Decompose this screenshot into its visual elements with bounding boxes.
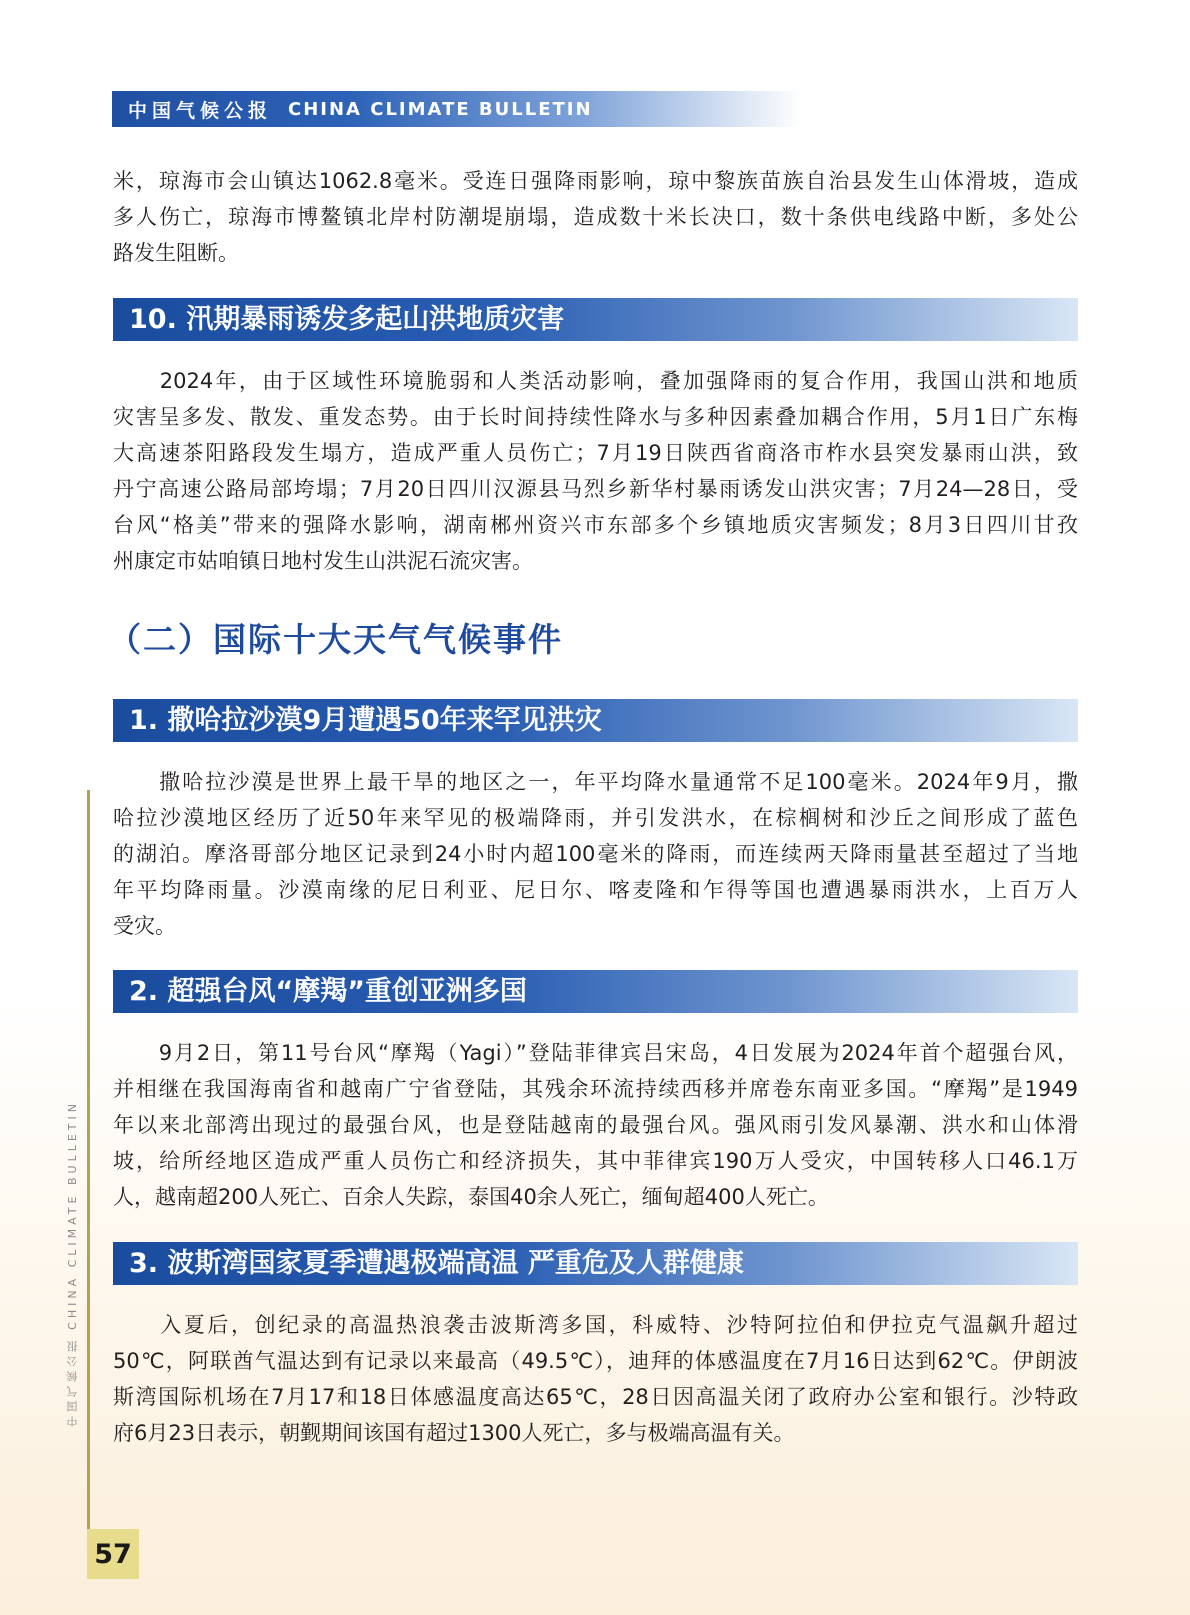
section-title-international: （二）国际十大天气气候事件 bbox=[108, 620, 563, 659]
header-title-en: CHINA CLIMATE BULLETIN bbox=[288, 98, 593, 120]
running-header bbox=[112, 91, 802, 127]
paragraph-line: 50℃，阿联酋气温达到有记录以来最高（49.5℃），迪拜的体感温度在7月16日达到62℃。伊朗波 bbox=[113, 1349, 1078, 1373]
paragraph-line: 并相继在我国海南省和越南广宁省登陆，其残余环流持续西移并席卷东南亚多国。“摩羯”是1949 bbox=[113, 1077, 1078, 1101]
heat-paragraph bbox=[113, 1307, 1078, 1451]
paragraph-line: 的湖泊。摩洛哥部分地区记录到24小时内超100毫米的降雨，而连续两天降雨量甚至超过了当地 bbox=[113, 842, 1078, 866]
intro-paragraph bbox=[113, 163, 1078, 271]
paragraph-line: 斯湾国际机场在7月17和18日体感温度高达65℃，28日因高温关闭了政府办公室和银行。沙特政 bbox=[113, 1385, 1078, 1409]
paragraph-line: 人，越南超200人死亡、百余人失踪，泰国40余人死亡，缅甸超400人死亡。 bbox=[113, 1185, 829, 1209]
header-title-cn: 中国气候公报 bbox=[128, 99, 273, 122]
paragraph-line: 受灾。 bbox=[113, 914, 176, 938]
heading-typhoon-yagi: 2. 超强台风“摩羯”重创亚洲多国 bbox=[113, 970, 1078, 1013]
flash-flood-paragraph bbox=[113, 363, 1078, 579]
paragraph-line: 米，琼海市会山镇达1062.8毫米。受连日强降雨影响，琼中黎族苗族自治县发生山体滑坡，造成 bbox=[113, 169, 1078, 193]
paragraph-line: 丹宁高速公路局部垮塌；7月20日四川汉源县马烈乡新华村暴雨诱发山洪灾害；7月24—28日，受 bbox=[113, 477, 1078, 501]
paragraph-line: 9月2日，第11号台风“摩羯（Yagi）”登陆菲律宾吕宋岛，4日发展为2024年首个超强台风， bbox=[113, 1041, 1078, 1065]
paragraph-line: 入夏后，创纪录的高温热浪袭击波斯湾多国，科威特、沙特阿拉伯和伊拉克气温飙升超过 bbox=[113, 1313, 1078, 1337]
paragraph-line: 大高速茶阳路段发生塌方，造成严重人员伤亡；7月19日陕西省商洛市柞水县突发暴雨山洪，致 bbox=[113, 441, 1078, 465]
paragraph-line: 坡，给所经地区造成严重人员伤亡和经济损失，其中菲律宾190万人受灾，中国转移人口46.1万 bbox=[113, 1149, 1078, 1173]
side-rule bbox=[87, 790, 90, 1535]
sahara-paragraph bbox=[113, 764, 1078, 944]
paragraph-line: 2024年，由于区域性环境脆弱和人类活动影响，叠加强降雨的复合作用，我国山洪和地质 bbox=[113, 369, 1078, 393]
paragraph-line: 灾害呈多发、散发、重发态势。由于长时间持续性降水与多种因素叠加耦合作用，5月1日广东梅 bbox=[113, 405, 1078, 429]
heading-sahara-flood: 1. 撒哈拉沙漠9月遭遇50年来罕见洪灾 bbox=[113, 699, 1078, 742]
vertical-running-text: 中国气候公报 CHINA CLIMATE BULLETIN bbox=[66, 1100, 79, 1428]
paragraph-line: 年平均降雨量。沙漠南缘的尼日利亚、尼日尔、喀麦隆和乍得等国也遭遇暴雨洪水，上百万人 bbox=[113, 878, 1078, 902]
paragraph-line: 路发生阻断。 bbox=[113, 241, 239, 265]
heading-persian-gulf-heat: 3. 波斯湾国家夏季遭遇极端高温 严重危及人群健康 bbox=[113, 1242, 1078, 1285]
heading-flash-flood: 10. 汛期暴雨诱发多起山洪地质灾害 bbox=[113, 298, 1078, 341]
page-number: 57 bbox=[87, 1529, 139, 1579]
paragraph-line: 台风“格美”带来的强降水影响，湖南郴州资兴市东部多个乡镇地质灾害频发；8月3日四川甘孜 bbox=[113, 513, 1078, 537]
paragraph-line: 府6月23日表示，朝觐期间该国有超过1300人死亡，多与极端高温有关。 bbox=[113, 1421, 795, 1445]
paragraph-line: 多人伤亡，琼海市博鳌镇北岸村防潮堤崩塌，造成数十米长决口，数十条供电线路中断，多处公 bbox=[113, 205, 1078, 229]
paragraph-line: 年以来北部湾出现过的最强台风，也是登陆越南的最强台风。强风雨引发风暴潮、洪水和山体滑 bbox=[113, 1113, 1078, 1137]
paragraph-line: 州康定市姑咱镇日地村发生山洪泥石流灾害。 bbox=[113, 549, 533, 573]
paragraph-line: 撒哈拉沙漠是世界上最干旱的地区之一，年平均降水量通常不足100毫米。2024年9月，撒 bbox=[113, 770, 1078, 794]
paragraph-line: 哈拉沙漠地区经历了近50年来罕见的极端降雨，并引发洪水，在棕榈树和沙丘之间形成了蓝色 bbox=[113, 806, 1078, 830]
typhoon-paragraph bbox=[113, 1035, 1078, 1215]
